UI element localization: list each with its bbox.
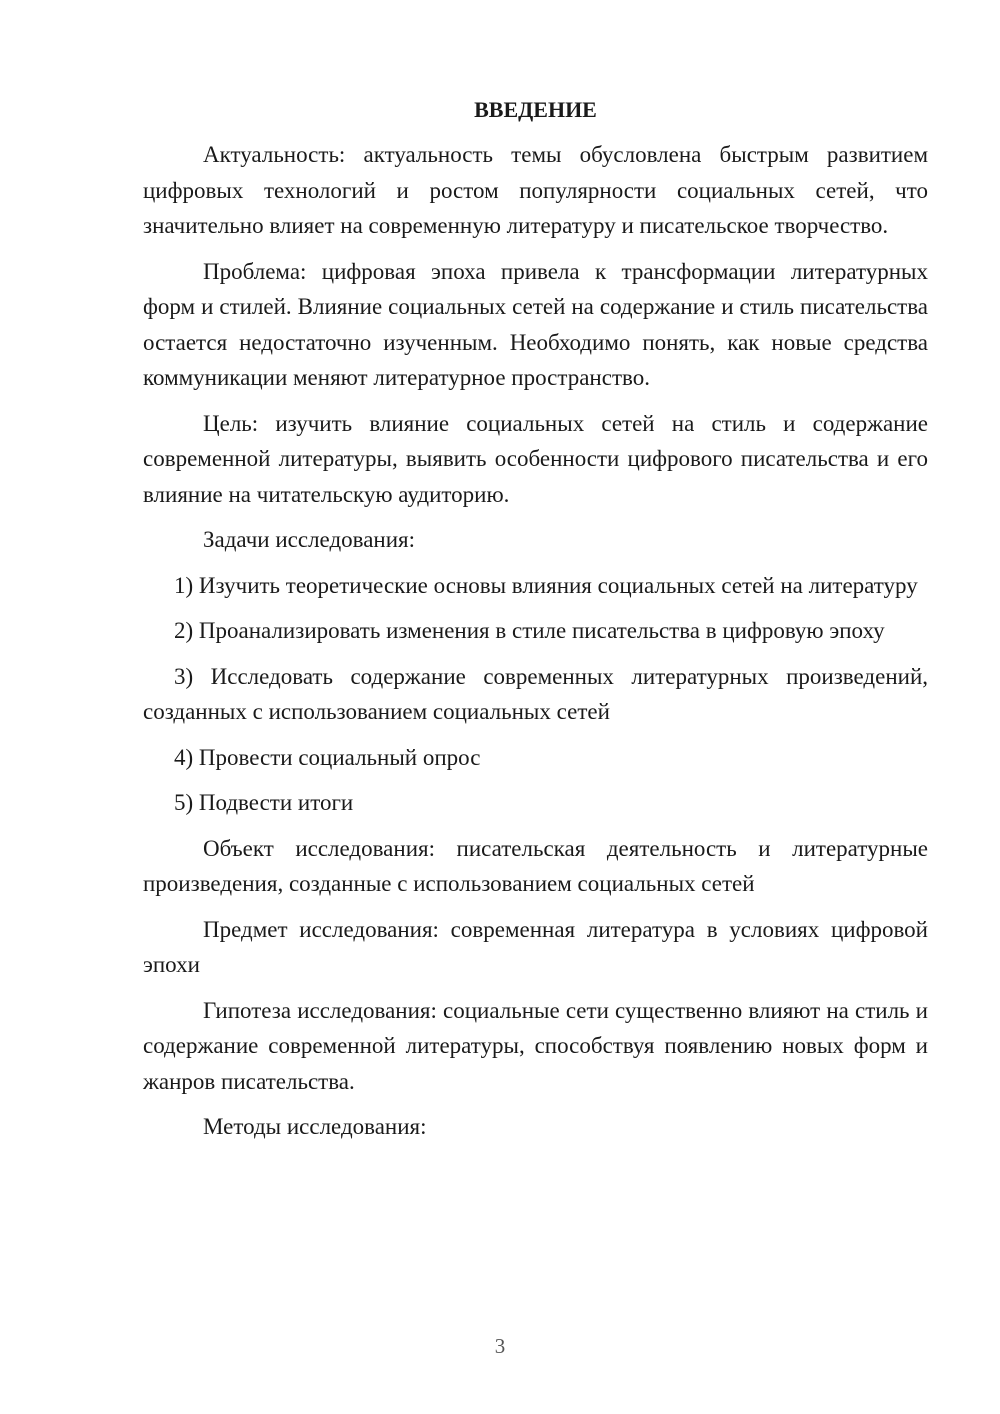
list-item: 4) Провести социальный опрос (174, 744, 481, 770)
list-item: 2) Проанализировать изменения в стиле писательства в цифровую эпоху (174, 618, 885, 643)
paragraph-object: Объект исследования: писательская деятельность и литературные произведения, созданные с использованием социальных сетей (143, 835, 928, 896)
list-item: 1) Изучить теоретические основы влияния социальных сетей на литературу (174, 572, 918, 598)
document-page (143, 92, 928, 1155)
paragraph-methods-intro: Методы исследования: (203, 1114, 427, 1139)
paragraph-goal: Цель: изучить влияние социальных сетей на стиль и содержание современной литературы, выявить особенности цифрового писательства и его влияние на читательскую аудиторию. (143, 410, 928, 507)
paragraph-hypothesis: Гипотеза исследования: социальные сети существенно влияют на стиль и содержание современной литературы, способствуя появлению новых форм и жанров писательства. (143, 997, 928, 1094)
paragraph-subject: Предмет исследования: современная литература в условиях цифровой эпохи (143, 916, 928, 977)
page-number: 3 (494, 1334, 506, 1358)
paragraph-tasks-intro: Задачи исследования: (203, 527, 416, 552)
tasks-list (143, 568, 928, 821)
paragraph-problem: Проблема: цифровая эпоха привела к трансформации литературных форм и стилей. Влияние социальных сетей на содержание и стиль писательства остается недостаточно изученным. Необходимо понять, как новые средства коммуникации меняют литературное пространство. (143, 258, 928, 390)
list-item: 3) Исследовать содержание современных литературных произведений, созданных с использованием социальных сетей (143, 663, 928, 724)
list-item: 5) Подвести итоги (174, 790, 354, 815)
page-title: ВВЕДЕНИЕ (474, 97, 597, 122)
paragraph-relevance: Актуальность: актуальность темы обусловлена быстрым развитием цифровых технологий и ростом популярности социальных сетей, что значительно влияет на современную литературу и писательское творчество. (143, 142, 928, 238)
